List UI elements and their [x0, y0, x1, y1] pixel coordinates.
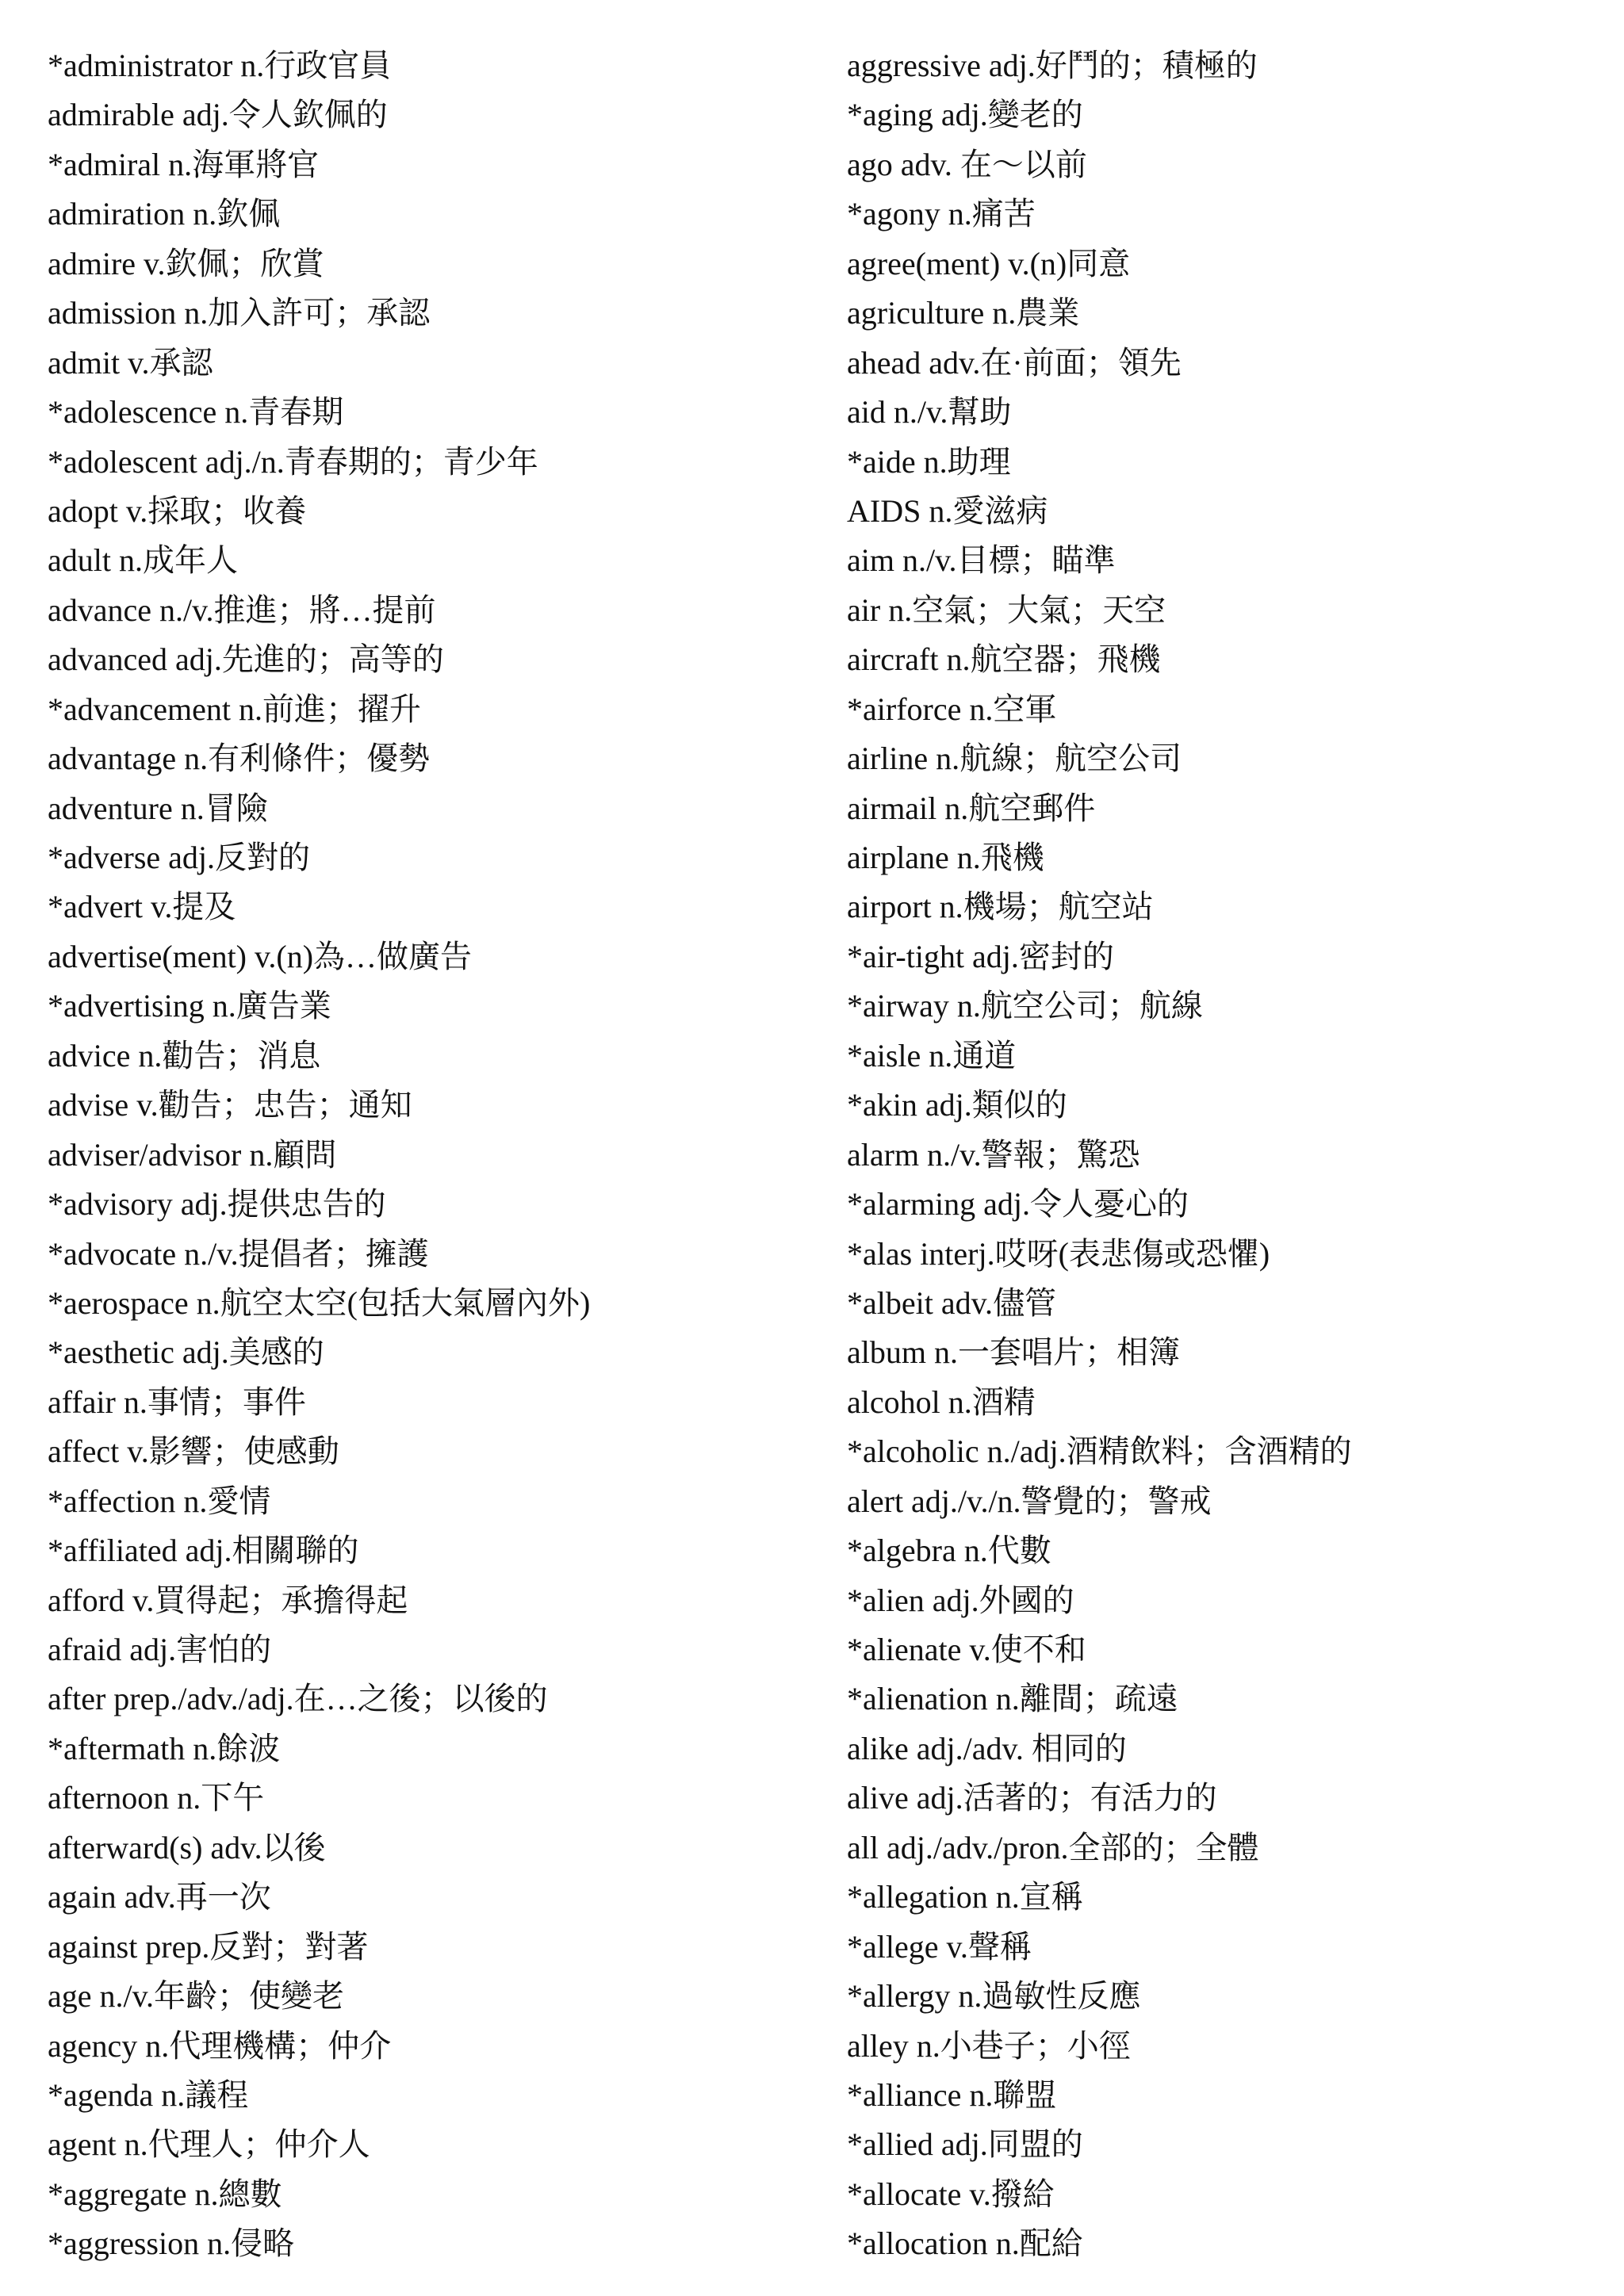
- vocab-entry: *airforce n.空軍: [847, 691, 1057, 727]
- vocab-entry: all adj./adv./pron.全部的；全體: [847, 1829, 1259, 1866]
- vocab-entry: AIDS n.愛滋病: [847, 492, 1048, 529]
- vocab-entry: alcohol n.酒精: [847, 1383, 1036, 1420]
- vocab-entry: *allocation n.配給: [847, 2225, 1083, 2262]
- vocab-entry: *agenda n.議程: [48, 2076, 249, 2113]
- vocab-entry: admirable adj.令人欽佩的: [48, 97, 388, 133]
- vocab-entry: *advert v.提及: [48, 889, 236, 925]
- vocab-entry: *adolescent adj./n.青春期的；青少年: [48, 443, 538, 480]
- vocab-entry: aim n./v.目標；瞄準: [847, 542, 1116, 579]
- vocab-entry: afford v.買得起；承擔得起: [48, 1582, 408, 1618]
- vocab-entry: *advocate n./v.提倡者；擁護: [48, 1235, 429, 1272]
- vocab-entry: ago adv. 在～以前: [847, 146, 1087, 182]
- vocab-entry: *alcoholic n./adj.酒精飲料；含酒精的: [847, 1433, 1352, 1470]
- vocab-entry: advanced adj.先進的；高等的: [48, 641, 444, 678]
- vocab-entry: *allegation n.宣稱: [847, 1879, 1083, 1915]
- vocab-entry: afraid adj.害怕的: [48, 1632, 272, 1667]
- vocab-entry: agree(ment) v.(n)同意: [847, 245, 1131, 281]
- vocab-entry: alley n.小巷子；小徑: [847, 2027, 1131, 2064]
- vocab-entry: air n.空氣；大氣；天空: [847, 591, 1166, 628]
- vocab-entry: *air-tight adj.密封的: [847, 938, 1114, 974]
- vocab-entry: *aesthetic adj.美感的: [48, 1334, 324, 1371]
- vocab-entry: admiration n.欽佩: [48, 196, 281, 232]
- vocab-entry: agent n.代理人；仲介人: [48, 2126, 370, 2163]
- vocab-entry: ahead adv.在·前面；領先: [847, 344, 1182, 381]
- vocab-entry: alike adj./adv. 相同的: [847, 1730, 1127, 1766]
- vocab-entry: advice n.勸告；消息: [48, 1037, 321, 1073]
- vocab-entry: *algebra n.代數: [847, 1533, 1051, 1569]
- vocab-entry: agency n.代理機構；仲介: [48, 2027, 392, 2064]
- vocab-entry: *alarming adj.令人憂心的: [847, 1186, 1189, 1223]
- vocab-entry: *allergy n.過敏性反應: [847, 1978, 1141, 2015]
- vocab-entry: *adolescence n.青春期: [48, 394, 344, 430]
- right-column: [847, 41, 1352, 2269]
- vocab-entry: again adv.再一次: [48, 1879, 271, 1915]
- vocab-entry: *aide n.助理: [847, 443, 1011, 480]
- vocab-entry: aggressive adj.好鬥的；積極的: [847, 48, 1258, 83]
- vocab-entry: advance n./v.推進；將…提前: [48, 591, 436, 628]
- vocab-entry: admission n.加入許可；承認: [48, 295, 431, 331]
- vocab-entry: *aggregate n.總數: [48, 2175, 282, 2212]
- vocab-entry: alert adj./v./n.警覺的；警戒: [847, 1483, 1212, 1519]
- vocab-entry: *alliance n.聯盟: [847, 2076, 1057, 2113]
- vocab-entry: *advisory adj.提供忠告的: [48, 1186, 386, 1223]
- vocab-entry: admit v.承認: [48, 344, 213, 381]
- vocab-entry: airline n.航線；航空公司: [847, 740, 1182, 777]
- vocab-entry: *allied adj.同盟的: [847, 2126, 1083, 2163]
- vocab-entry: affair n.事情；事件: [48, 1383, 306, 1420]
- vocab-entry: alarm n./v.警報；驚恐: [847, 1136, 1140, 1173]
- vocab-entry: *alien adj.外國的: [847, 1582, 1074, 1618]
- vocab-entry: admire v.欽佩；欣賞: [48, 245, 324, 281]
- vocab-entry: aid n./v.幫助: [847, 394, 1012, 430]
- vocab-entry: *affiliated adj.相關聯的: [48, 1533, 359, 1569]
- left-column: [48, 41, 590, 2269]
- vocab-entry: airport n.機場；航空站: [847, 889, 1154, 925]
- vocab-entry: album n.一套唱片；相簿: [847, 1334, 1180, 1371]
- vocab-entry: against prep.反對；對著: [48, 1928, 369, 1965]
- vocab-entry: alive adj.活著的；有活力的: [847, 1780, 1217, 1816]
- vocab-entry: advise v.勸告；忠告；通知: [48, 1087, 412, 1123]
- vocab-entry: *albeit adv.儘管: [847, 1284, 1057, 1321]
- vocab-entry: *aggression n.侵略: [48, 2225, 295, 2262]
- vocab-entry: *aftermath n.餘波: [48, 1730, 281, 1766]
- vocab-entry: *alas interj.哎呀(表悲傷或恐懼): [847, 1235, 1270, 1272]
- vocab-entry: aircraft n.航空器；飛機: [847, 641, 1161, 678]
- vocab-entry: afterward(s) adv.以後: [48, 1829, 326, 1866]
- vocab-entry: *advertising n.廣告業: [48, 988, 331, 1024]
- vocab-entry: *adverse adj.反對的: [48, 840, 311, 875]
- vocab-entry: *affection n.愛情: [48, 1483, 271, 1519]
- vocab-entry: after prep./adv./adj.在…之後；以後的: [48, 1681, 548, 1717]
- vocab-entry: adopt v.採取；收養: [48, 492, 307, 529]
- vocab-entry: *administrator n.行政官員: [48, 48, 392, 83]
- vocab-entry: advertise(ment) v.(n)為…做廣告: [48, 938, 473, 974]
- vocab-entry: *allocate v.撥給: [847, 2175, 1055, 2212]
- vocab-entry: *aging adj.變老的: [847, 97, 1083, 133]
- vocab-entry: *alienate v.使不和: [847, 1632, 1086, 1667]
- vocab-entry: *airway n.航空公司；航線: [847, 988, 1203, 1024]
- vocab-entry: affect v.影響；使感動: [48, 1433, 339, 1470]
- vocab-entry: *alienation n.離間；疏遠: [847, 1681, 1178, 1717]
- vocab-entry: advantage n.有利條件；優勢: [48, 740, 431, 777]
- vocab-entry: adviser/advisor n.顧問: [48, 1136, 337, 1173]
- vocab-entry: age n./v.年齡；使變老: [48, 1978, 345, 2015]
- vocab-entry: *admiral n.海軍將官: [48, 146, 320, 182]
- vocab-entry: adult n.成年人: [48, 542, 238, 579]
- vocab-entry: airplane n.飛機: [847, 840, 1044, 875]
- vocab-entry: *agony n.痛苦: [847, 196, 1036, 232]
- vocab-entry: airmail n.航空郵件: [847, 790, 1096, 826]
- vocab-entry: *advancement n.前進；擢升: [48, 691, 421, 727]
- vocab-entry: *aerospace n.航空太空(包括大氣層內外): [48, 1284, 591, 1321]
- vocab-entry: agriculture n.農業: [847, 295, 1080, 331]
- vocab-entry: *aisle n.通道: [847, 1037, 1017, 1073]
- vocab-entry: adventure n.冒險: [48, 790, 268, 826]
- vocab-entry: *akin adj.類似的: [847, 1087, 1067, 1123]
- vocab-entry: afternoon n.下午: [48, 1780, 265, 1816]
- vocab-entry: *allege v.聲稱: [847, 1928, 1032, 1965]
